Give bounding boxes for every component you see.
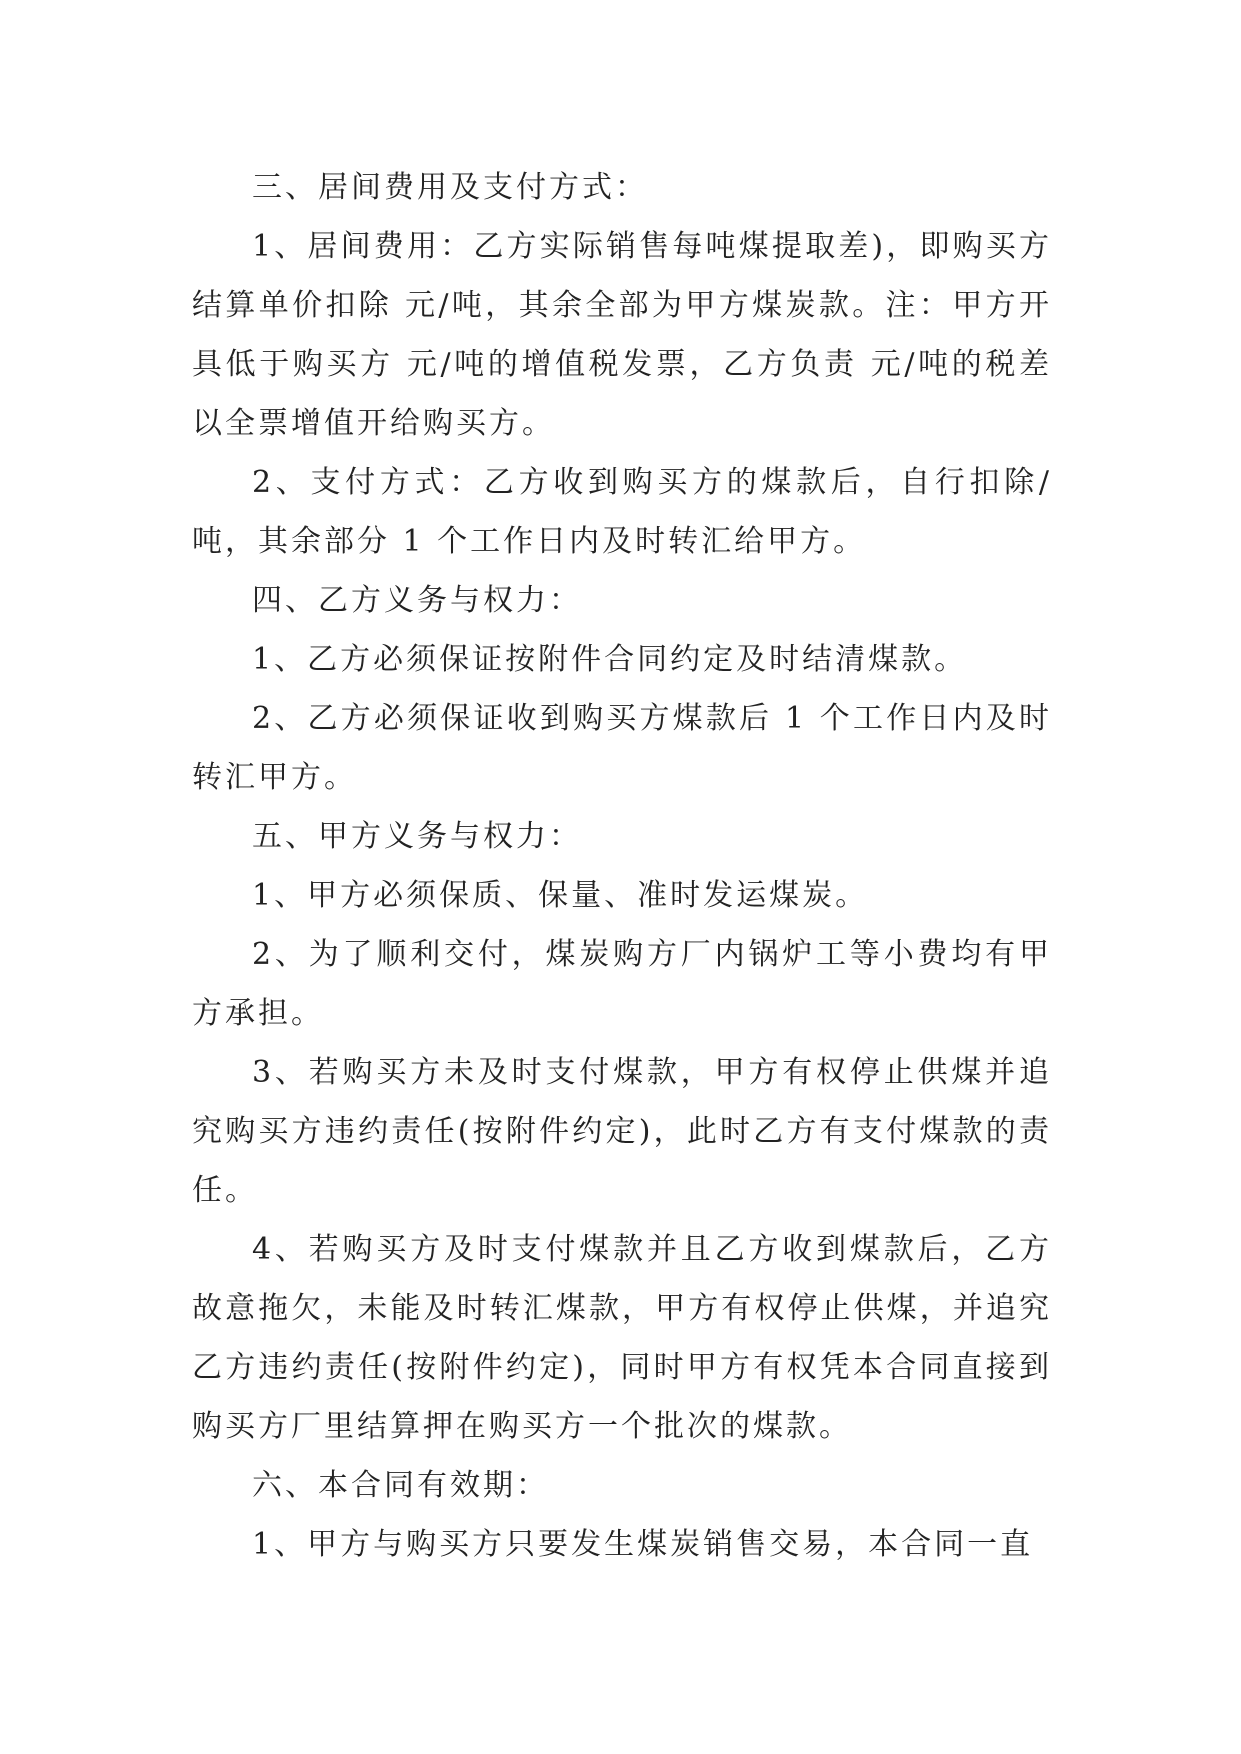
clause-party-a-fees: 2、为了顺利交付，煤炭购方厂内锅炉工等小费均有甲方承担。	[192, 937, 1052, 1031]
document-body	[192, 158, 1052, 1574]
clause-validity: 1、甲方与购买方只要发生煤炭销售交易，本合同一直	[252, 1527, 1034, 1562]
clause-fees: 1、居间费用：乙方实际销售每吨煤提取差)，即购买方结算单价扣除 元/吨，其余全部为甲方煤炭款。注：甲方开具低于购买方 元/吨的增值税发票，乙方负责 元/吨的税差以全票增值开给购买方。	[192, 229, 1052, 441]
clause-party-a-stop-supply: 3、若购买方未及时支付煤款，甲方有权停止供煤并追究购买方违约责任(按附件约定)，此时乙方有支付煤款的责任。	[192, 1055, 1052, 1208]
clause-party-b-transfer: 2、乙方必须保证收到购买方煤款后 1 个工作日内及时转汇甲方。	[192, 701, 1052, 795]
clause-party-a-ship: 1、甲方必须保质、保量、准时发运煤炭。	[252, 878, 869, 913]
section-heading-party-a-duties: 五、甲方义务与权力：	[252, 819, 582, 854]
section-heading-party-b-duties: 四、乙方义务与权力：	[252, 583, 582, 618]
section-heading-fees: 三、居间费用及支付方式：	[252, 170, 648, 205]
clause-party-a-recover: 4、若购买方及时支付煤款并且乙方收到煤款后，乙方故意拖欠，未能及时转汇煤款，甲方有权停止供煤，并追究乙方违约责任(按附件约定)，同时甲方有权凭本合同直接到购买方厂里结算押在购买方一个批次的煤款。	[192, 1232, 1052, 1444]
clause-party-b-settle: 1、乙方必须保证按附件合同约定及时结清煤款。	[252, 642, 968, 677]
clause-payment-method: 2、支付方式：乙方收到购买方的煤款后，自行扣除/吨，其余部分 1 个工作日内及时转汇给甲方。	[192, 465, 1052, 559]
section-heading-validity: 六、本合同有效期：	[252, 1468, 549, 1503]
